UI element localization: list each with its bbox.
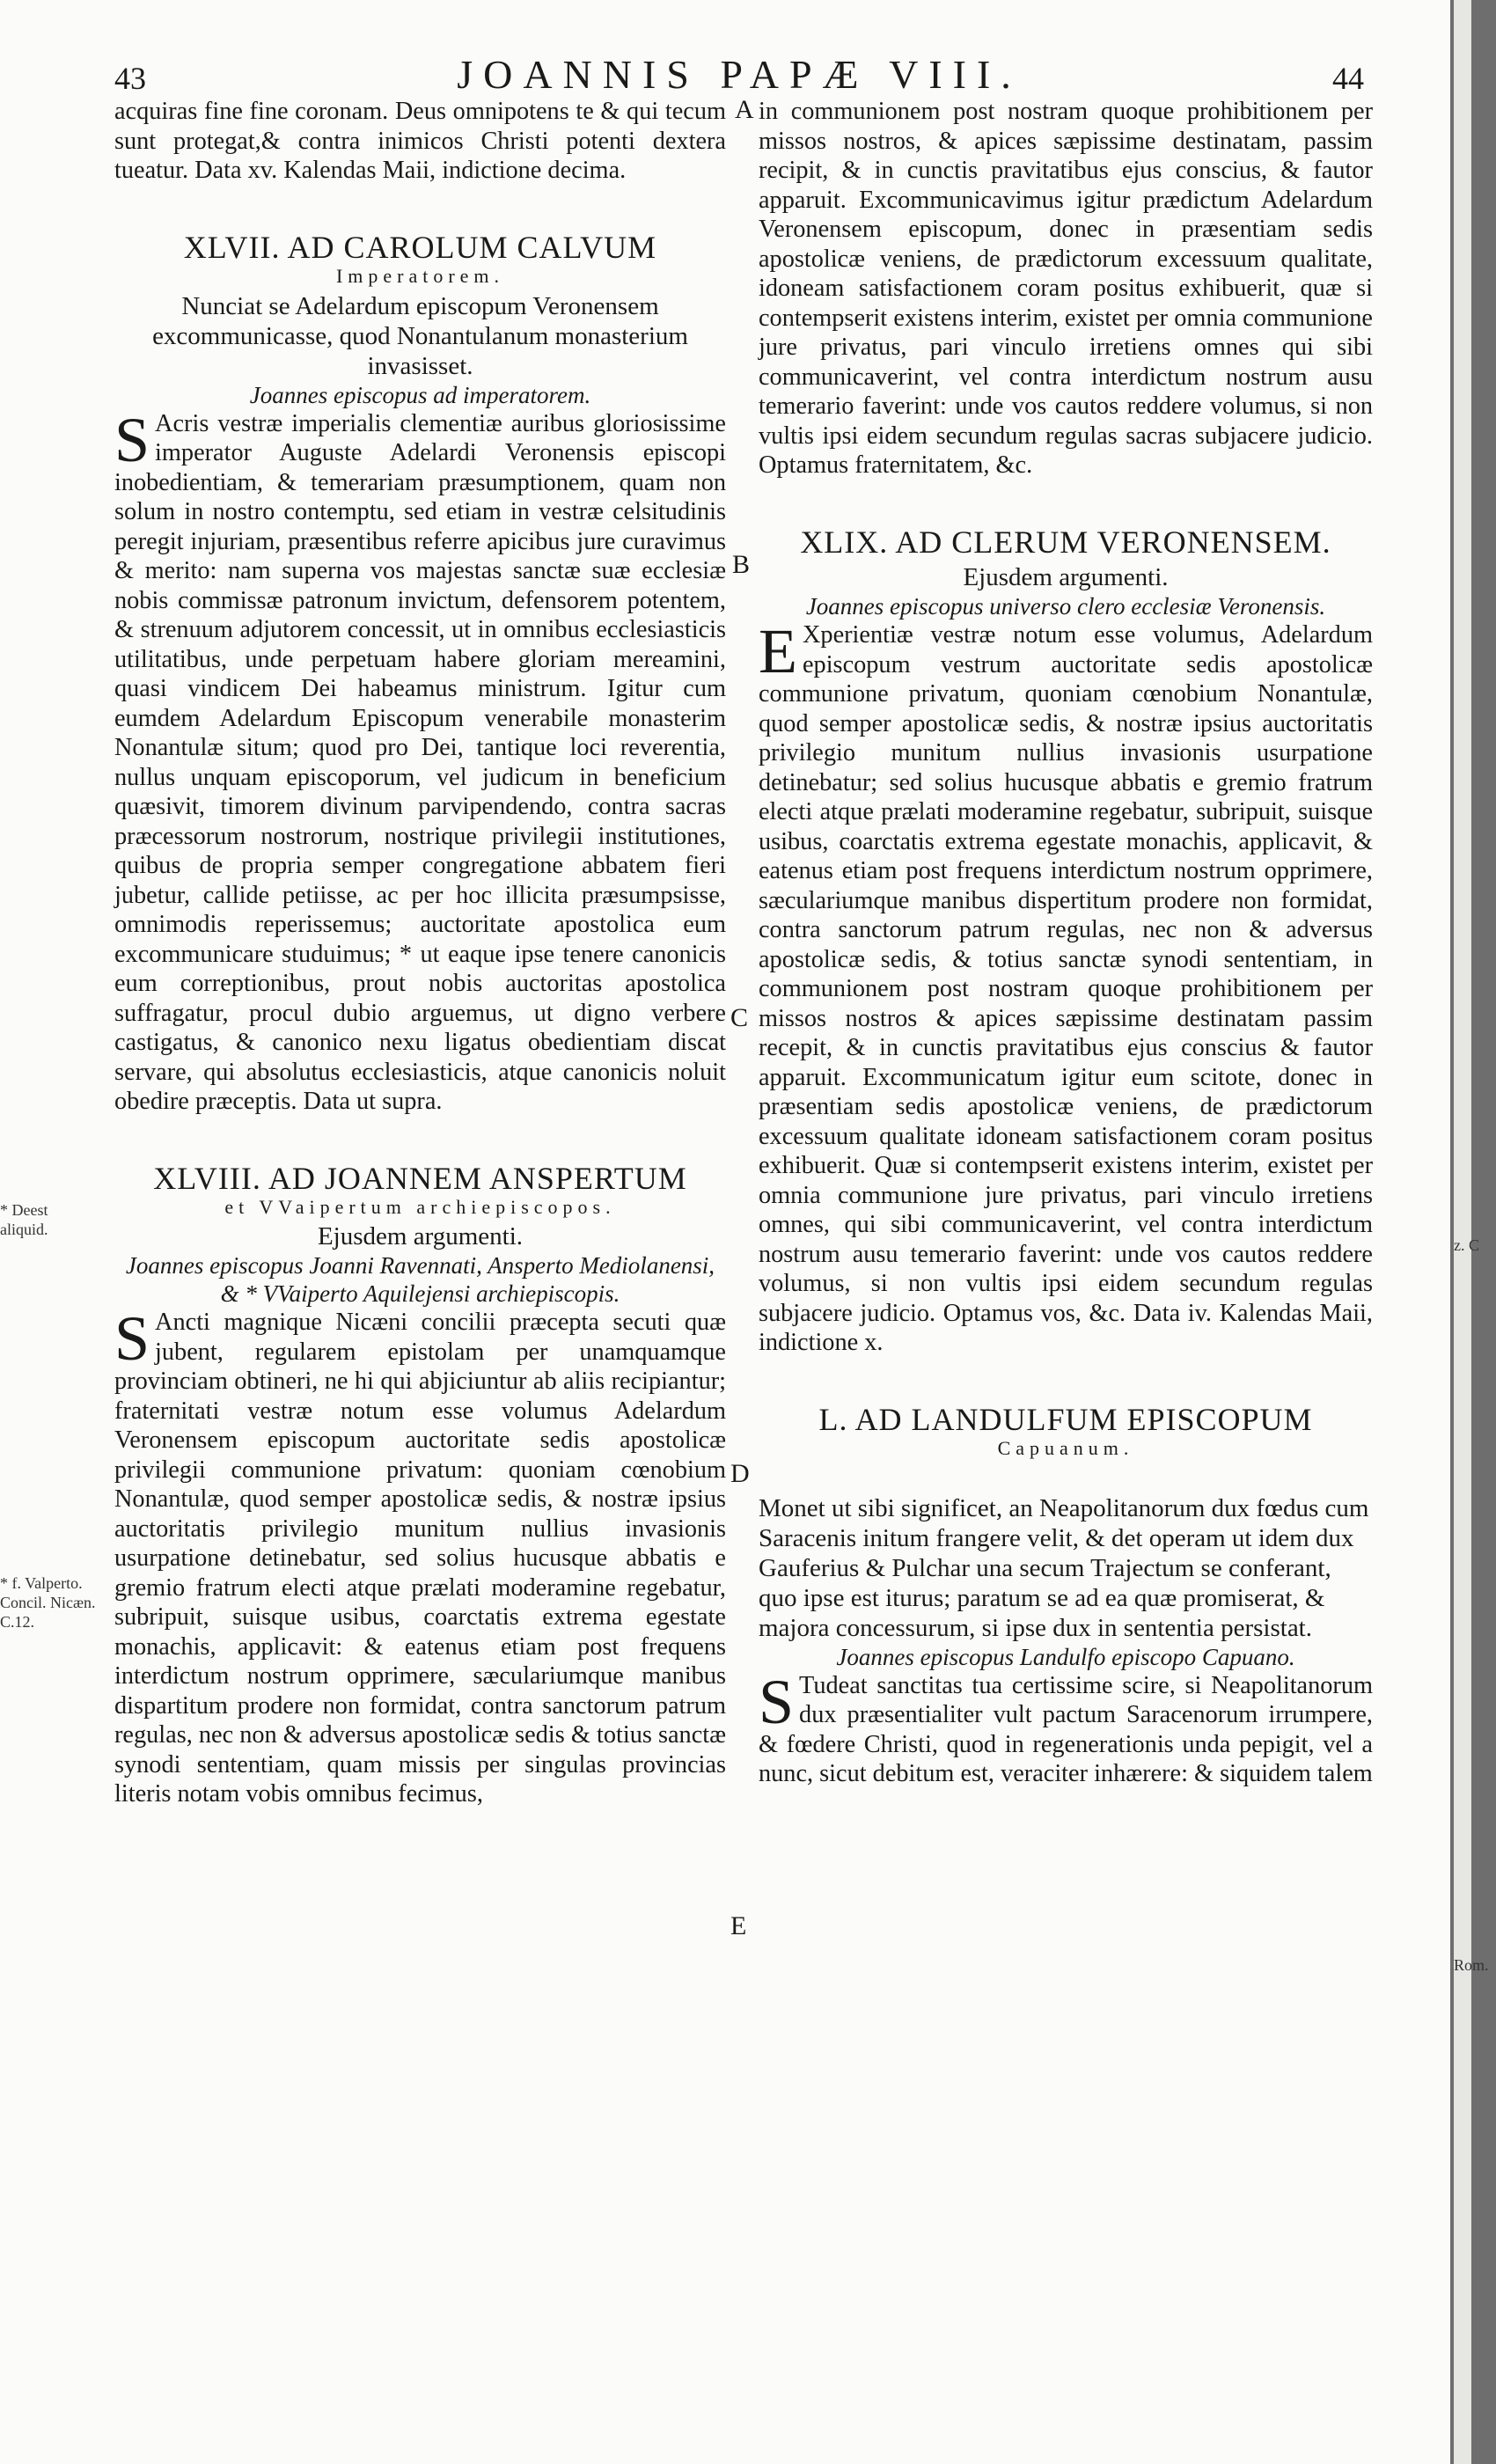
gutter-marker-e: E	[730, 1911, 747, 1940]
gutter-marker-a: A	[735, 95, 754, 124]
letter-48-heading	[114, 1161, 726, 1219]
letter-49-title: XLIX. AD CLERUM VERONENSEM.	[800, 524, 1331, 560]
right-column	[759, 97, 1373, 1789]
letter-50-body	[759, 1666, 1373, 1789]
letter-47-summary: Nunciat se Adelardum episcopum Veronensem excommunicasse, quod Nonantulanum monasterium invasisset.	[152, 291, 688, 380]
letter-49-argument: Ejusdem argumenti.	[963, 562, 1169, 591]
letter-50-subtitle: Capuanum.	[997, 1436, 1134, 1459]
drop-cap: S	[114, 1303, 150, 1374]
letter-48-subtitle: et VVaipertum archiepiscopos.	[224, 1195, 616, 1218]
margin-note-right-1: z. C	[1454, 1236, 1479, 1254]
letter-48-incipit: Joannes episcopus Joanni Ravennati, Ansperto Mediolanensi, & * VVaiperto Aquilejensi archiepiscopis.	[125, 1252, 715, 1307]
letter-48-argument: Ejusdem argumenti.	[317, 1221, 524, 1250]
drop-cap: S	[759, 1666, 795, 1737]
letter-47-heading	[114, 230, 726, 288]
letter-48-title: XLVIII. AD JOANNEM ANSPERTUM	[153, 1160, 687, 1196]
margin-note-deest: * Deest aliquid.	[0, 1201, 48, 1238]
page-number-left: 43	[114, 61, 146, 96]
letter-48-body	[114, 1303, 726, 1809]
letter-48-text: Ancti magnique Nicæni concilii præcepta secuti quæ jubent, regularem epistolam per unamquamque provinciam obtineri, ne hi qui abjiciuntur ab aliis recipiantur; fraternitati vestræ notum esse volumus Adelardum Veronensem episcopum auctoritate sedis apostolicæ privilegii communione privatum: quoniam cœnobium Nonantulæ, quod semper apostolicæ sedis, & nostræ ipsius auctoritatis privilegio munitum nullius invasionis usurpatione detinebatur, sed solius hucusque abbatis e gremio fratrum electi atque prælati moderamine regebatur, subripuit, suisque usibus, coarctatis extrema egestate monachis, applicavit: & eatenus etiam post frequens interdictum nostrum opprimere, sæculariumque manibus dispartitum prodere non formidat, contra sanctorum patrum regulas, nec non & adversus apostolicæ sedis & totius sanctæ synodi sententiam, quam missis per singulas provincias literis notam vobis omnibus fecimus,	[114, 1309, 726, 1808]
letter-47-text: Acris vestræ imperialis clementiæ auribus gloriosissime imperator Auguste Adelardi Veronensis episcopi inobedientiam, & temerariam præsumptionem, quam non solum in nostro contemptu, sed etiam in vestræ celsitudinis peregit injuriam, præsentibus referre apicibus jure curavimus & merito: nam superna vos majestas sanctæ suæ ecclesiæ nobis commissæ patronum invictum, defensorem potentem, & strenuum adjutorem concessit, ut in omnibus ecclesiasticis utilitatibus, unde perpetuam habere gloriam mereamini, quasi vindicem Dei habeamus ministrum. Igitur cum eumdem Adelardum Episcopum venerabile monasterim Nonantulæ situm; quod pro Dei, tantique loci reverentia, nullus unquam episcoporum, vel judicum in beneficium quæsivit, timorem divinum parvipendendo, contra sacras præcessorum nostrorum, nostrique privilegii institutiones, quibus de propria semper congregatione abbatem fieri jubetur, callide petiisse, ac per hoc illicita præsumpsisse, omnimodis reperissemus; auctoritate apostolica eum excommunicare studuimus; * ut eaque ipse tenere canonicis eum correptionibus, prout nobis auctoritas apostolica suffragatur, procul dubio arguemus, ut digno verbere castigatus, & canonico nexu ligatus obedientiam discat servare, qui absolutus ecclesiasticis, atque canonicis noluit obedire præceptis. Data ut supra.	[114, 409, 726, 1115]
gutter-marker-d: D	[730, 1459, 750, 1488]
running-title: JOANNIS PAPÆ VIII.	[457, 52, 1022, 97]
letter-49-heading	[759, 524, 1373, 560]
drop-cap: S	[114, 404, 150, 475]
page-edge	[1454, 0, 1471, 2464]
gutter-marker-b: B	[732, 550, 751, 579]
letter-50-incipit: Joannes episcopus Landulfo episcopo Capuano.	[836, 1643, 1295, 1670]
letter-47-body	[114, 404, 726, 1117]
page-number-right: 44	[1332, 61, 1364, 96]
letter-50-title: L. AD LANDULFUM EPISCOPUM	[818, 1401, 1313, 1437]
letter-50-text: Tudeat sanctitas tua certissime scire, si Neapolitanorum dux præsentialiter vult pactum Saracenorum irrumpere, & fœdere Christi, quod in regenerationis unda pepigit, vel a nunc, sicut debitum est, veraciter inhærere: & siquidem talem	[759, 1671, 1373, 1787]
gutter-marker-c: C	[730, 1003, 749, 1032]
letter-49-text: Xperientiæ vestræ notum esse volumus, Adelardum episcopum vestrum auctoritate sedis apostolicæ communione privatum, quoniam cœnobium Nonantulæ, quod semper apostolicæ sedis, & nostræ ipsius auctoritatis privilegio munitum nullius invasionis usurpatione detinebatur; sed solius hucusque abbatis e gremio fratrum electi atque prælati moderamine regebatur, subripuit, suisque usibus, coarctatis extrema egestate monachis, applicavit, & eatenus etiam post frequens interdictum nostrum opprimere, sæculariumque manibus dispertitum prodere non formidat, contra sanctorum patrum regulas, nec non & adversus apostolicæ sedis, & totius sanctæ synodi sententiam, in communionem post nostram quoque prohibitionem per missos nostros & apices sæpissime destinatam passim recepit, & in cunctis pravitatibus ejus conscius & fautor apparuit. Excommunicatum igitur eum scitote, donec in præsentiam sedis apostolicæ veniens, de prædictorum excessuum qualitate idoneam satisfactionem coram positus exhibuerit. Quæ si contempserit existens interim, existet per omnia communione jure privatus, pari vinculo irretiens omnes, qui sibi communicaverint, vel contra interdictum nostrum ausu temerario faverint: unde vos cautos reddere volumus, si non vultis ipsi eidem secundum regulas subjacere judicio. Optamus vos, &c. Data iv. Kalendas Maii, indictione x.	[759, 621, 1373, 1356]
letter-50-summary: Monet ut sibi significet, an Neapolitanorum dux fœdus cum Saracenis initum frangere velit, & det operam ut idem dux Gauferius & Pulchar una secum Trajectum se conferant, quo ipse est iturus; paratum se ad ea quæ promiserat, & majora concessurum, si ipse dux in sententia persistat.	[759, 1493, 1369, 1642]
drop-cap: E	[759, 616, 797, 686]
margin-note-right-2: Rom.	[1454, 1956, 1489, 1974]
letter-47-title: XLVII. AD CAROLUM CALVUM	[183, 229, 657, 265]
letter-47-subtitle: Imperatorem.	[335, 264, 505, 287]
margin-note-valperto: * f. Valperto. Concil. Nicæn. C.12.	[0, 1574, 96, 1631]
right-lead-paragraph: in communionem post nostram quoque prohibitionem per missos nostros, & apices sæpissime destinatam, passim recipit, & in cunctis pravitatibus ejus conscius, & fautor apparuit. Excommunicavimus igitur prædictum Adelardum Veronensem episcopum, donec in præsentiam sedis apostolicæ veniens, de prædictorum excessuum qualitate, idoneam satisfactionem coram positus exhibuerit, quæ si contempserit existens interim, existet per omnia communione jure privatus, pari vinculo irretiens omnes qui sibi communicaverint, vel contra interdictum nostrum ausu temerario faverint: unde vos cautos reddere volumus, si non vultis ipsi eidem secundum regulas sacras subjacere judicio. Optamus fraternitatem, &c.	[759, 98, 1373, 479]
letter-47-incipit: Joannes episcopus ad imperatorem.	[249, 381, 591, 408]
letter-50-heading	[759, 1402, 1373, 1460]
letter-49-incipit: Joannes episcopus universo clero ecclesiæ Veronensis.	[805, 593, 1326, 620]
left-lead-paragraph: acquiras fine fine coronam. Deus omnipotens te & qui tecum sunt protegat,& contra inimicos Christi potenti dextera tueatur. Data xv. Kalendas Maii, indictione decima.	[114, 98, 726, 184]
letter-49-body	[759, 616, 1373, 1358]
left-column	[114, 97, 726, 1809]
